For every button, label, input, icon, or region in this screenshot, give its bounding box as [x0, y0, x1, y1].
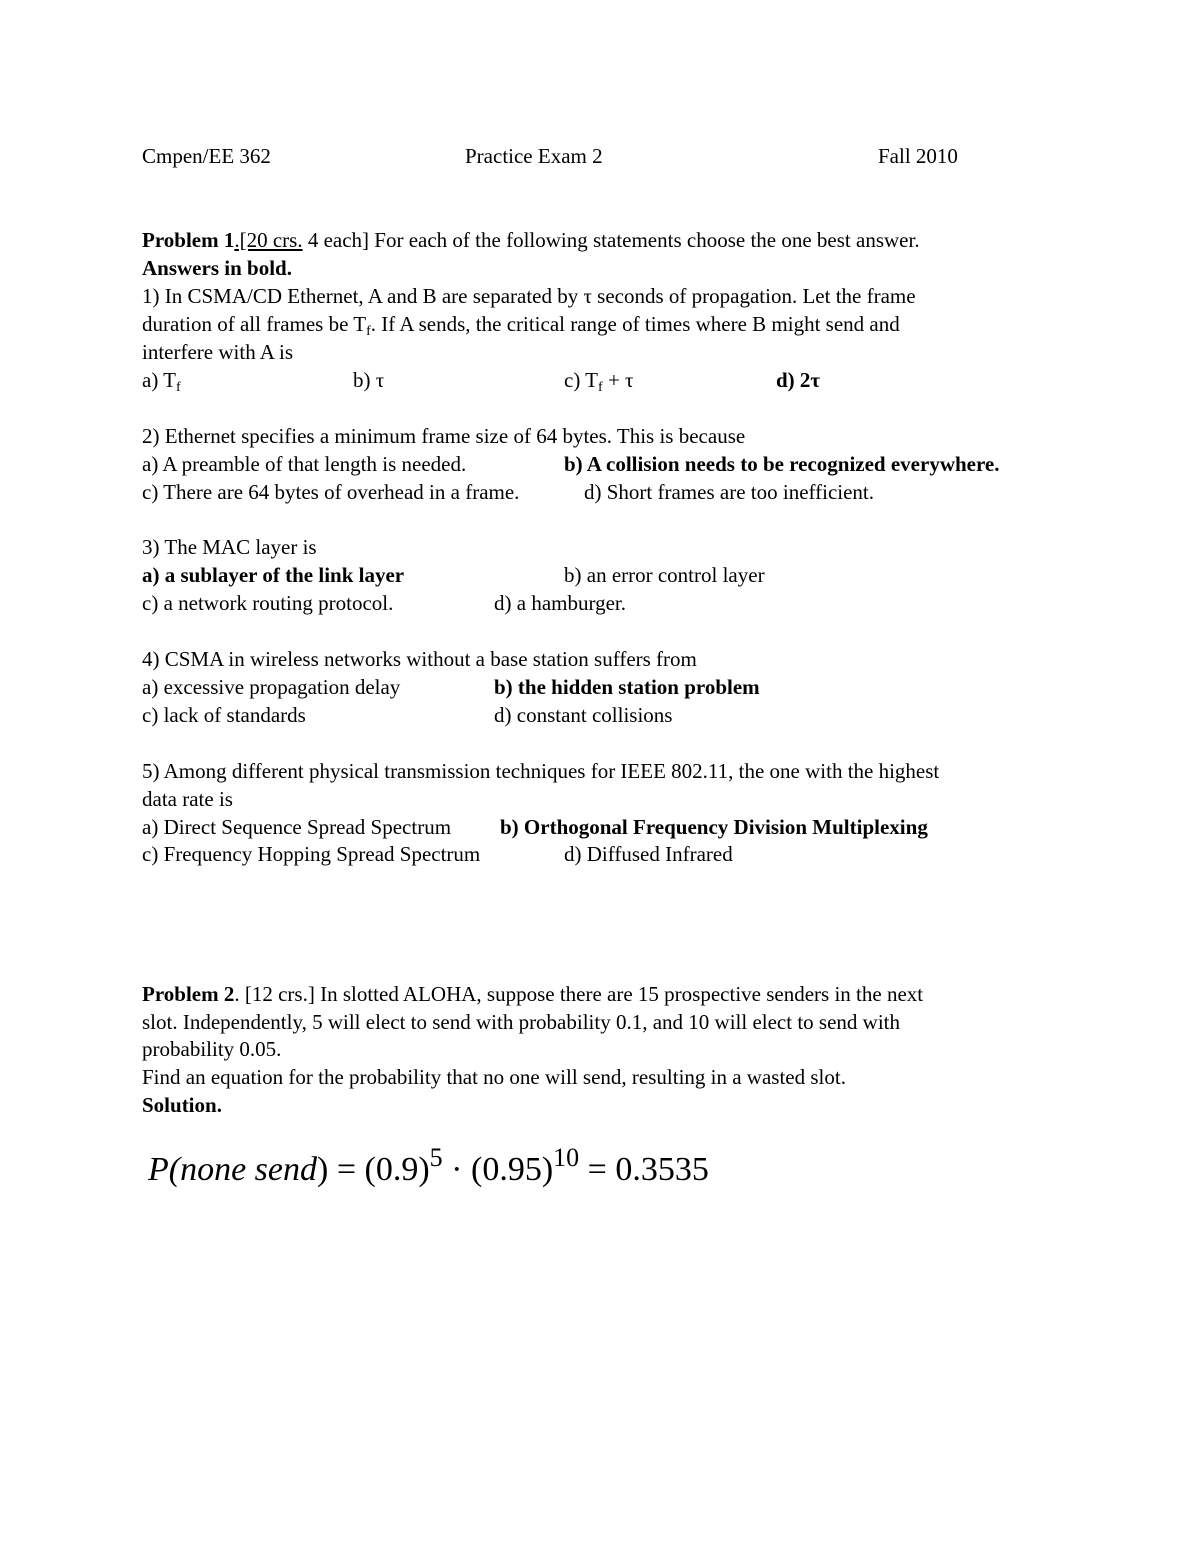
- q2-option-a: a) A preamble of that length is needed.: [142, 452, 467, 476]
- q5-stem-1: 5) Among different physical transmission techniques for IEEE 802.11, the one with the highest: [142, 759, 940, 783]
- q5-stem-2: data rate is: [142, 787, 233, 811]
- problem-1-label: Problem 1: [142, 228, 235, 252]
- q2-stem: 2) Ethernet specifies a minimum frame size of 64 bytes. This is because: [142, 424, 746, 448]
- q5-option-d: d) Diffused Infrared: [564, 842, 733, 866]
- problem-2-label: Problem 2: [142, 982, 235, 1006]
- solution-label: Solution.: [142, 1093, 222, 1117]
- course-name: Cmpen/EE 362: [142, 144, 271, 168]
- problem-2-heading: Problem 2. [12 crs.] In slotted ALOHA, suppose there are 15 prospective senders in the next: [142, 982, 924, 1006]
- q1-stem-1: 1) In CSMA/CD Ethernet, A and B are separated by τ seconds of propagation. Let the frame: [142, 284, 916, 308]
- q2-option-d: d) Short frames are too inefficient.: [584, 480, 875, 504]
- q1-option-a: a) $T_f$: [142, 368, 181, 395]
- q5-option-b-answer: b) Orthogonal Frequency Division Multiplexing: [500, 815, 928, 839]
- q4-option-c: c) lack of standards: [142, 703, 306, 727]
- exam-title: Practice Exam 2: [465, 144, 603, 168]
- q3-option-c: c) a network routing protocol.: [142, 591, 394, 615]
- q4-option-d: d) constant collisions: [494, 703, 673, 727]
- q1-stem-3: interfere with A is: [142, 340, 294, 364]
- q1-option-d-answer: d) 2τ: [776, 368, 821, 392]
- problem-2-question: Find an equation for the probability that no one will send, resulting in a wasted slot.: [142, 1065, 846, 1089]
- q2-option-c: c) There are 64 bytes of overhead in a frame.: [142, 480, 520, 504]
- q4-option-a: a) excessive propagation delay: [142, 675, 401, 699]
- problem-2-text-3: probability 0.05.: [142, 1037, 282, 1061]
- q5-option-c: c) Frequency Hopping Spread Spectrum: [142, 842, 481, 866]
- q4-option-b-answer: b) the hidden station problem: [494, 675, 760, 699]
- q3-option-d: d) a hamburger.: [494, 591, 626, 615]
- q4-stem: 4) CSMA in wireless networks without a base station suffers from: [142, 647, 697, 671]
- problem-1-heading: Problem 1.[20 crs. 4 each] For each of the following statements choose the one best answer.: [142, 228, 920, 252]
- problem-2-text-2: slot. Independently, 5 will elect to send with probability 0.1, and 10 will elect to send with: [142, 1010, 900, 1034]
- answers-note: Answers in bold.: [142, 256, 292, 280]
- q3-stem: 3) The MAC layer is: [142, 535, 317, 559]
- q3-option-a-answer: a) a sublayer of the link layer: [142, 563, 405, 587]
- solution-equation: P(none send) = $(0.9)^5 \cdot (0.95)^{10} = 0.3535$: [148, 1143, 709, 1188]
- q3-option-b: b) an error control layer: [564, 563, 765, 587]
- q2-option-b-answer: b) A collision needs to be recognized everywhere.: [564, 452, 1000, 476]
- q1-stem-2: duration of all frames be $T_f$. If A sends, the critical range of times where B might send and: [142, 312, 900, 339]
- q1-option-c: c) $T_f + \tau$: [564, 368, 634, 395]
- q1-option-b: b) τ: [353, 368, 385, 392]
- q5-option-a: a) Direct Sequence Spread Spectrum: [142, 815, 452, 839]
- term: Fall 2010: [878, 144, 958, 168]
